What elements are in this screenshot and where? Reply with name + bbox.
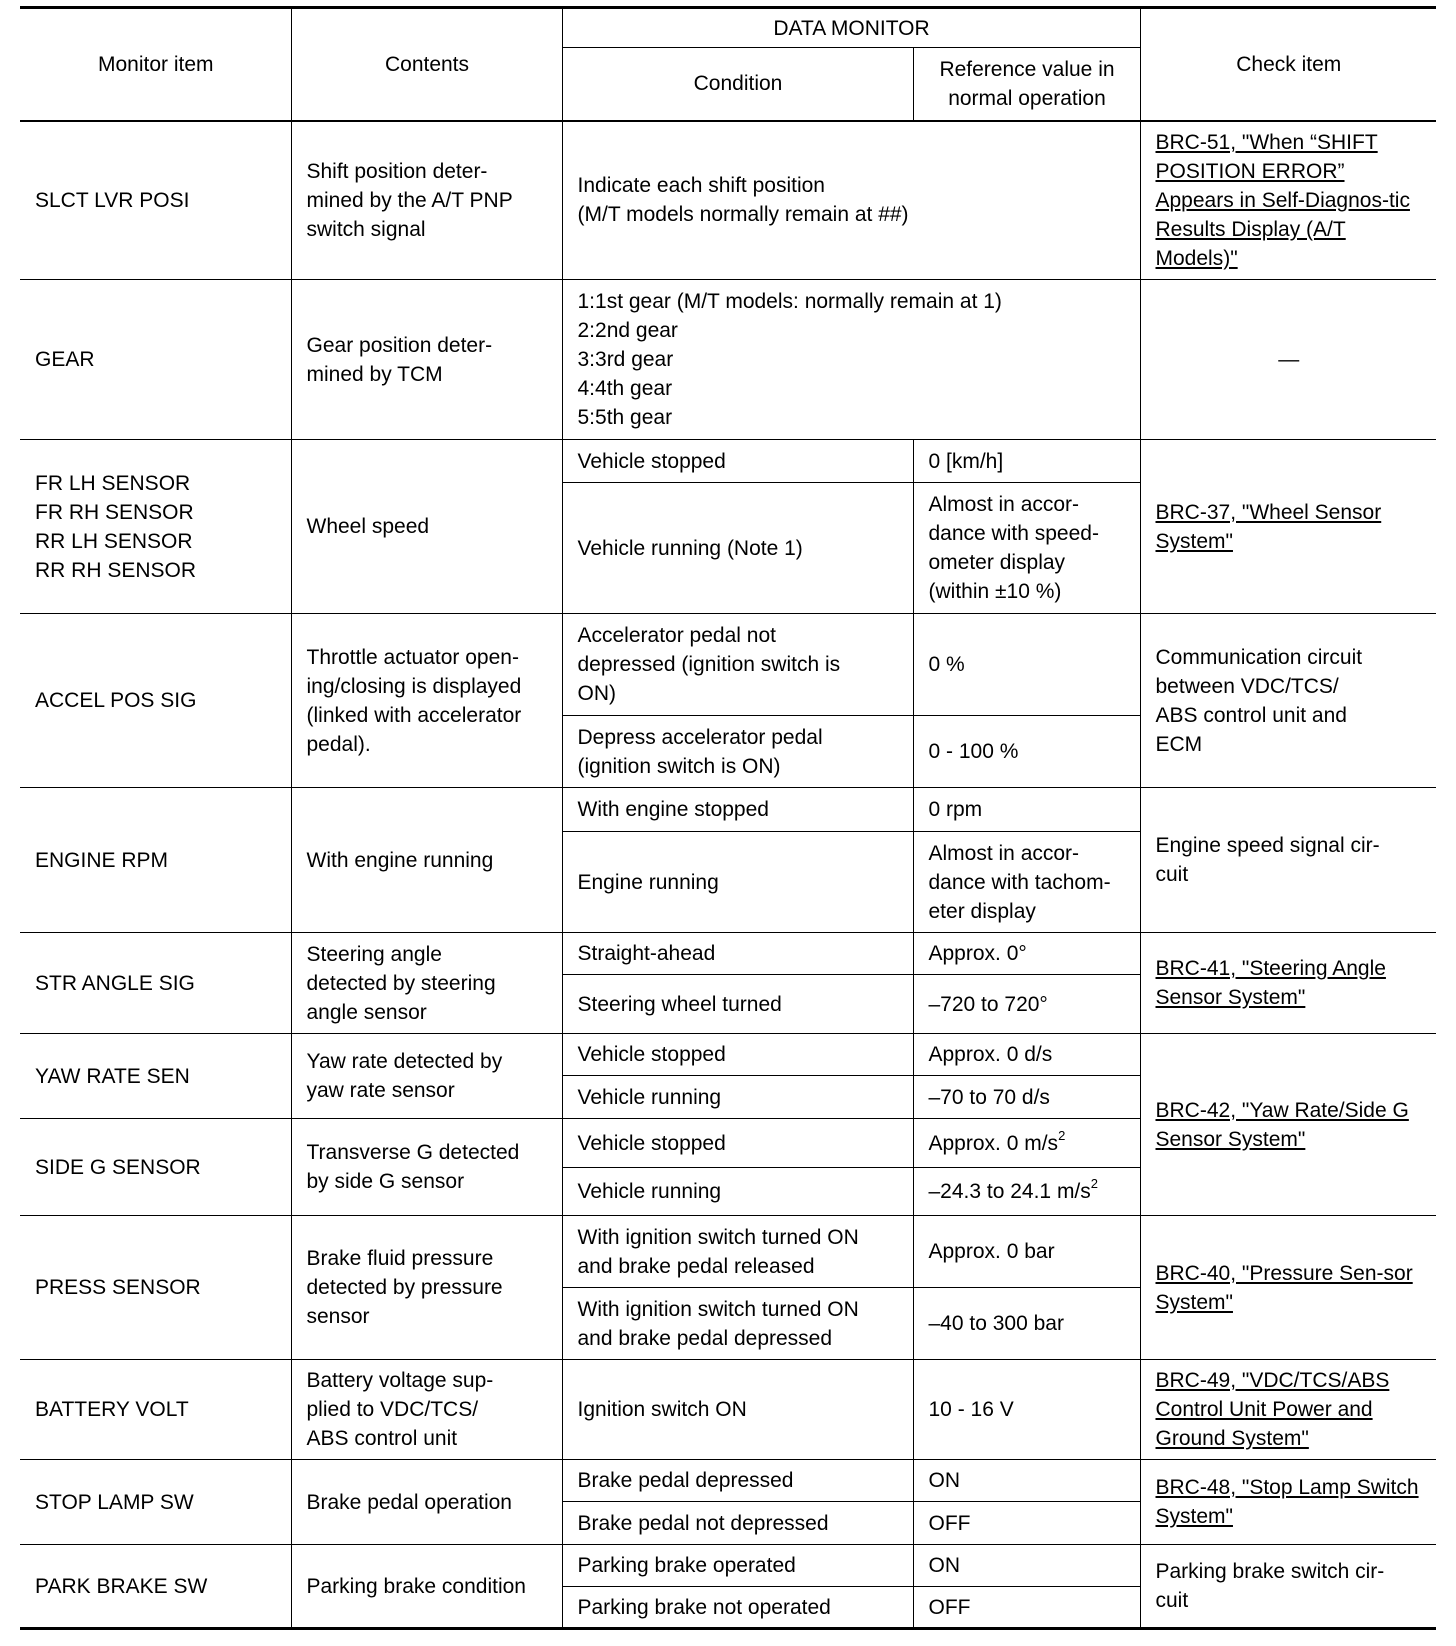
reference-value: OFF (913, 1502, 1140, 1545)
condition: Vehicle running (Note 1) (562, 483, 913, 614)
data-monitor-table (20, 6, 1436, 1630)
monitor-item: PARK BRAKE SW (20, 1545, 291, 1629)
reference-value: Approx. 0 bar (913, 1216, 1140, 1288)
condition: With ignition switch turned ON and brake pedal released (562, 1216, 913, 1288)
check-item-link[interactable]: BRC-41, "Steering Angle Sensor System" (1155, 957, 1386, 1009)
monitor-item: SLCT LVR POSI (20, 121, 291, 280)
contents: Yaw rate detected by yaw rate sensor (291, 1034, 562, 1119)
table-row (20, 933, 1436, 975)
condition: Brake pedal depressed (562, 1460, 913, 1502)
condition: Parking brake operated (562, 1545, 913, 1587)
monitor-item: SIDE G SENSOR (20, 1119, 291, 1216)
check-item-link[interactable]: BRC-51, "When “SHIFT POSITION ERROR” Appears in Self-Diagnos-tic Results Display (A/T Models)" (1155, 130, 1410, 270)
reference-value-text: Approx. 0 m/s (928, 1131, 1059, 1155)
header-monitor-item: Monitor item (20, 8, 291, 121)
condition: Engine running (562, 832, 913, 933)
reference-value: ON (913, 1545, 1140, 1587)
contents: Steering angle detected by steering angle sensor (291, 933, 562, 1034)
monitor-item: STOP LAMP SW (20, 1460, 291, 1545)
reference-value (913, 1168, 1140, 1216)
check-item: Parking brake switch cir- cuit (1140, 1545, 1436, 1629)
contents: Gear position deter- mined by TCM (291, 280, 562, 440)
table-row (20, 280, 1436, 440)
monitor-item: ENGINE RPM (20, 788, 291, 933)
contents: With engine running (291, 788, 562, 933)
condition: Vehicle stopped (562, 1034, 913, 1076)
reference-value: ON (913, 1460, 1140, 1502)
reference-value: Approx. 0 d/s (913, 1034, 1140, 1076)
table-row (20, 440, 1436, 483)
condition: Depress accelerator pedal (ignition switch is ON) (562, 716, 913, 788)
check-item: — (1140, 280, 1436, 440)
reference-value: 0 - 100 % (913, 716, 1140, 788)
contents: Brake fluid pressure detected by pressure sensor (291, 1216, 562, 1360)
reference-value-text: –24.3 to 24.1 m/s (928, 1180, 1091, 1203)
condition: 1:1st gear (M/T models: normally remain at 1) 2:2nd gear 3:3rd gear 4:4th gear 5:5th gear (562, 280, 1140, 440)
reference-value: Approx. 0° (913, 933, 1140, 975)
table-row (20, 1545, 1436, 1587)
condition: Vehicle running (562, 1076, 913, 1119)
condition: Vehicle stopped (562, 1119, 913, 1168)
table-row (20, 614, 1436, 716)
reference-value: 0 [km/h] (913, 440, 1140, 483)
reference-value: 0 % (913, 614, 1140, 716)
contents: Parking brake condition (291, 1545, 562, 1629)
monitor-item: YAW RATE SEN (20, 1034, 291, 1119)
check-item-link[interactable]: BRC-40, "Pressure Sen-sor System" (1155, 1261, 1413, 1314)
condition: Steering wheel turned (562, 975, 913, 1034)
header-data-monitor: DATA MONITOR (562, 8, 1140, 48)
reference-value: –720 to 720° (913, 975, 1140, 1034)
table-row (20, 1034, 1436, 1076)
condition: Accelerator pedal not depressed (ignition switch is ON) (562, 614, 913, 716)
check-item: Communication circuit between VDC/TCS/ ABS control unit and ECM (1140, 614, 1436, 788)
header-reference-value: Reference value in normal operation (913, 48, 1140, 121)
contents: Battery voltage sup- plied to VDC/TCS/ ABS control unit (291, 1360, 562, 1460)
monitor-item: FR LH SENSOR FR RH SENSOR RR LH SENSOR RR RH SENSOR (20, 440, 291, 614)
header-contents: Contents (291, 8, 562, 121)
reference-value: 10 - 16 V (913, 1360, 1140, 1460)
table-row (20, 121, 1436, 280)
condition: Brake pedal not depressed (562, 1502, 913, 1545)
contents: Brake pedal operation (291, 1460, 562, 1545)
superscript: 2 (1058, 1127, 1066, 1143)
reference-value: Almost in accor- dance with speed- ometer display (within ±10 %) (913, 483, 1140, 614)
check-item: Engine speed signal cir- cuit (1140, 788, 1436, 933)
contents: Shift position deter- mined by the A/T PNP switch signal (291, 121, 562, 280)
header-condition: Condition (562, 48, 913, 121)
table-row (20, 1460, 1436, 1502)
check-item-link[interactable]: BRC-49, "VDC/TCS/ABS Control Unit Power and Ground System" (1155, 1369, 1390, 1450)
reference-value: OFF (913, 1587, 1140, 1629)
monitor-item: STR ANGLE SIG (20, 933, 291, 1034)
reference-value (913, 1119, 1140, 1168)
check-item-link[interactable]: BRC-42, "Yaw Rate/Side G Sensor System" (1155, 1098, 1409, 1151)
condition: With engine stopped (562, 788, 913, 832)
reference-value: –70 to 70 d/s (913, 1076, 1140, 1119)
header-check-item: Check item (1140, 8, 1436, 121)
reference-value: 0 rpm (913, 788, 1140, 832)
condition: Vehicle running (562, 1168, 913, 1216)
monitor-item: GEAR (20, 280, 291, 440)
condition: Indicate each shift position (M/T models normally remain at ##) (562, 121, 1140, 280)
table-row (20, 788, 1436, 832)
superscript: 2 (1090, 1176, 1099, 1191)
check-item-link[interactable]: BRC-48, "Stop Lamp Switch System" (1155, 1476, 1419, 1528)
monitor-item: ACCEL POS SIG (20, 614, 291, 788)
reference-value: –40 to 300 bar (913, 1288, 1140, 1360)
condition: With ignition switch turned ON and brake pedal depressed (562, 1288, 913, 1360)
condition: Straight-ahead (562, 933, 913, 975)
contents: Transverse G detected by side G sensor (291, 1119, 562, 1216)
condition: Ignition switch ON (562, 1360, 913, 1460)
table-row (20, 1360, 1436, 1460)
check-item-link[interactable]: BRC-37, "Wheel Sensor System" (1155, 500, 1382, 553)
monitor-item: PRESS SENSOR (20, 1216, 291, 1360)
contents: Throttle actuator open- ing/closing is displayed (linked with accelerator pedal). (291, 614, 562, 788)
table-row (20, 1216, 1436, 1288)
reference-value: Almost in accor- dance with tachom- eter display (913, 832, 1140, 933)
condition: Vehicle stopped (562, 440, 913, 483)
contents: Wheel speed (291, 440, 562, 614)
monitor-item: BATTERY VOLT (20, 1360, 291, 1460)
condition: Parking brake not operated (562, 1587, 913, 1629)
